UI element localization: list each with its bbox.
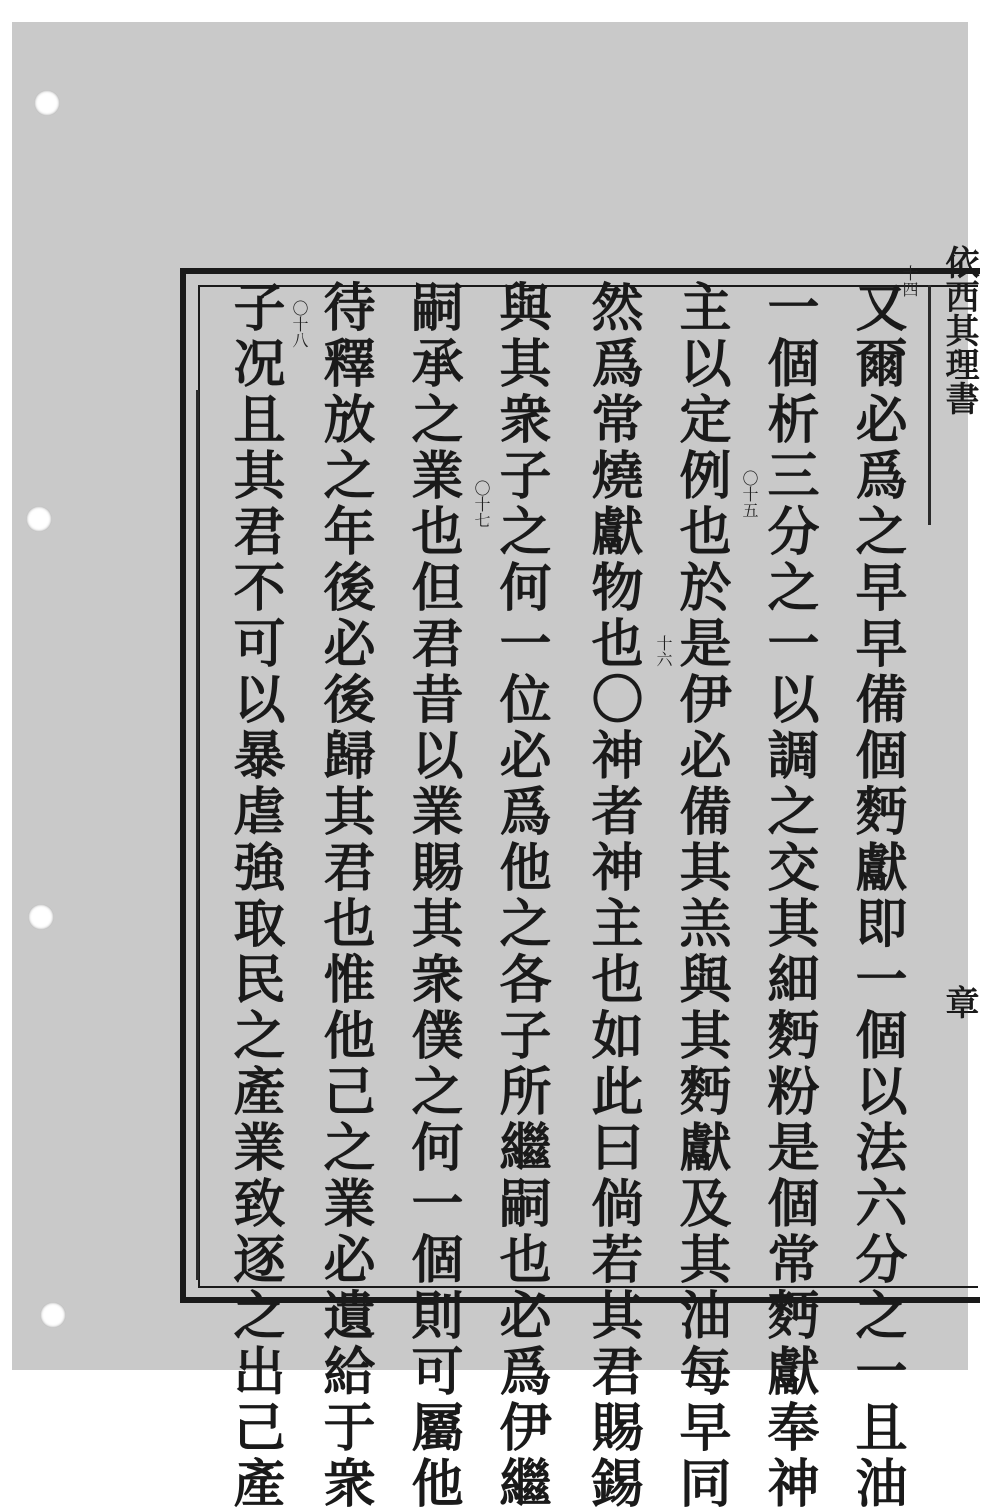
text-column-5: 與其衆子之何一位必爲他之各子所繼嗣也必爲伊繼 xyxy=(490,280,551,1512)
side-right-label: 章 xyxy=(939,985,979,1019)
binder-hole xyxy=(40,1302,66,1328)
verse-number: 〇十七 xyxy=(472,480,491,528)
verse-number: 〇十五 xyxy=(740,470,759,518)
text-column-2: 一個析三分之一以調之交其細麪粉是個常麪獻奉神 xyxy=(758,280,819,1512)
binder-hole xyxy=(34,90,60,116)
binder-hole xyxy=(28,904,54,930)
text-column-4: 然爲常燒獻物也〇神者神主也如此曰倘若其君賜錫 xyxy=(582,280,643,1512)
verse-number: 十六 xyxy=(654,635,673,667)
text-column-8: 子况且其君不可以暴虐強取民之產業致逐之出己產 xyxy=(224,280,285,1512)
text-column-1: 又爾必爲之早早備個麪獻即一個以法六分之一且油 xyxy=(846,280,907,1512)
verse-number: 十四 xyxy=(900,265,919,297)
column-rule xyxy=(928,285,931,525)
text-column-6: 嗣承之業也但君昔以業賜其衆僕之何一個則可屬他 xyxy=(402,280,463,1512)
text-column-7: 待釋放之年後必後歸其君也惟他己之業必遺給于衆 xyxy=(314,280,375,1512)
verse-number: 〇十八 xyxy=(290,300,309,348)
text-column-3: 主以定例也於是伊必備其羔與其麪獻及其油每早同 xyxy=(670,280,731,1512)
binder-hole xyxy=(26,506,52,532)
side-tab-title: 依西其理書 xyxy=(939,245,979,415)
column-rule xyxy=(196,390,199,1280)
